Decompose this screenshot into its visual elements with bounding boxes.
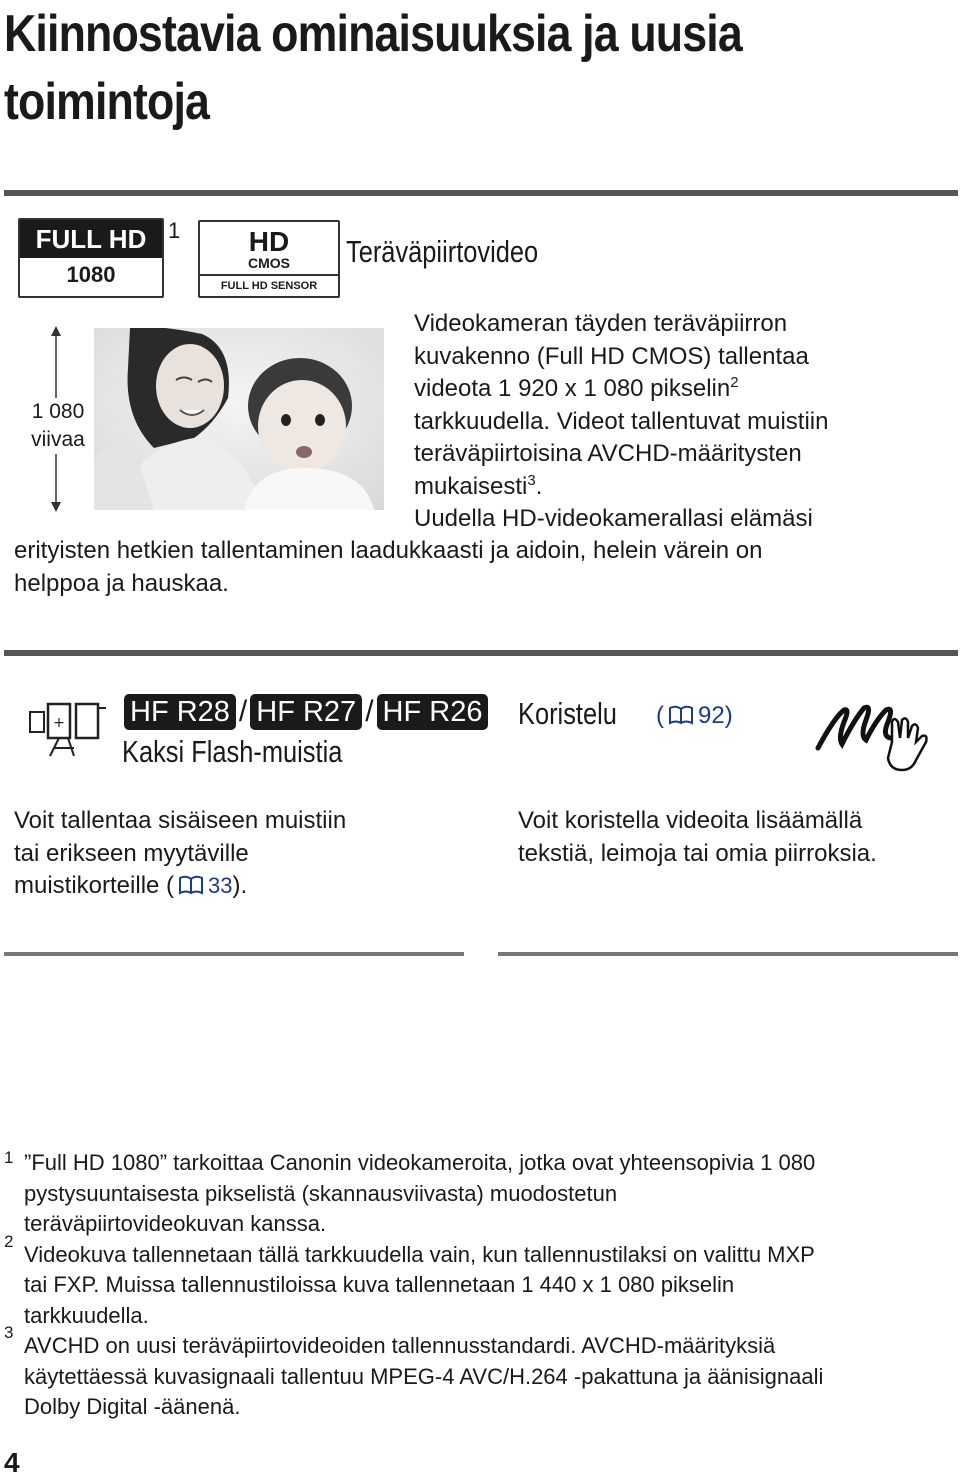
footnote-line: pystysuuntaisesta pikselistä (skannausviivasta) muodostetun (24, 1180, 618, 1206)
logo-fullhd-top: FULL HD (20, 220, 162, 258)
hd-paragraph-text: videota 1 920 x 1 080 pikselin (414, 375, 731, 402)
model-separator: / (365, 695, 374, 728)
hd-paragraph-line: Videokameran täyden teräväpiirron (414, 310, 788, 337)
decor-heading-row (518, 694, 639, 734)
hd-paragraph-text: . (535, 472, 543, 500)
hd-paragraph-line: erityisten hetkien tallentaminen laadukkaasti ja aidoin, helein värein on (14, 537, 763, 564)
logo-cmos-bottom: FULL HD SENSOR (200, 274, 338, 296)
hd-paragraph-line (414, 373, 944, 406)
column-divider-right (498, 952, 958, 956)
decor-heading-ref (656, 702, 733, 730)
footnote-ref-2: 2 (730, 374, 739, 391)
logo-fullhd-bottom: 1080 (66, 262, 116, 287)
hd-paragraph-line (414, 471, 944, 504)
hd-paragraph-full (14, 535, 954, 600)
model-badge-hfr26: HF R26 (377, 694, 489, 730)
title-divider (4, 190, 958, 196)
flash-section-heading: Kaksi Flash-muistia (122, 734, 343, 769)
footnote-line: tarkkuudella. (24, 1302, 149, 1328)
mother-baby-photo (94, 328, 384, 510)
decor-paragraph-line: tekstiä, leimoja tai omia piirroksia. (518, 839, 877, 867)
page-reference-link[interactable]: 92 (698, 702, 725, 729)
footnote-line: Videokuva tallennetaan tällä tarkkuudella vain, kun tallennustilaksi on valittu MXP (24, 1241, 815, 1267)
model-badge-hfr27: HF R27 (250, 694, 362, 730)
section-divider (4, 650, 958, 656)
page-title: Kiinnostavia ominaisuuksia ja uusia toimintoja (4, 5, 742, 131)
lines-label-number: 1 080 (31, 400, 85, 423)
book-icon (668, 705, 694, 725)
footnote-line: Dolby Digital -äänenä. (24, 1394, 241, 1419)
footnote-line: tai FXP. Muissa tallennustiloissa kuva tallennetaan 1 440 x 1 080 pikselin (24, 1272, 735, 1297)
flash-paragraph-line: Voit tallentaa sisäiseen muistiin (14, 807, 347, 834)
footnote-number: 2 (4, 1231, 14, 1251)
page-reference-link[interactable]: 33 (208, 873, 233, 898)
decor-section-heading: Koristelu (518, 696, 617, 731)
hd-paragraph-line: kuvakenno (Full HD CMOS) tallentaa (414, 342, 809, 370)
footnote-3 (0, 1323, 958, 1423)
page-number: 4 (4, 1447, 20, 1478)
logo-cmos-hd: HD (248, 226, 290, 257)
lines-label (20, 398, 96, 454)
dual-memory-icon (28, 698, 110, 760)
footnote-line: käytettäessä kuvasignaali tallentuu MPEG-4 AVC/H.264 -pakattuna ja äänisignaali (24, 1363, 824, 1389)
footnote-line: AVCHD on uusi teräväpiirtovideoiden tallennusstandardi. AVCHD-määrityksiä (24, 1333, 776, 1358)
footnote-line: ”Full HD 1080” tarkoittaa Canonin videokameroita, jotka ovat yhteensopivia 1 080 (24, 1150, 816, 1175)
lines-label-word: viivaa (31, 428, 85, 451)
ref-open: ( (656, 702, 664, 729)
column-divider-left (4, 952, 464, 956)
flash-paragraph-text: ). (232, 872, 248, 899)
decor-paragraph (518, 805, 954, 870)
flash-paragraph-line (14, 870, 454, 903)
footnote-ref-3: 3 (527, 471, 536, 489)
decor-paragraph-line: Voit koristella videoita lisäämällä (518, 807, 863, 834)
svg-text:+: + (53, 715, 65, 731)
logo-footnote-ref: 1 (168, 218, 181, 243)
book-icon (178, 875, 204, 895)
footnote-number: 1 (4, 1148, 14, 1167)
hd-paragraph-line: Uudella HD-videokamerallasi elämäsi (414, 505, 813, 532)
hd-section-heading: Teräväpiirtovideo (346, 234, 539, 269)
model-separator: / (238, 695, 248, 728)
hand-drawing-icon (814, 698, 940, 780)
hd-paragraph-text: mukaisesti (414, 472, 528, 500)
model-badge-hfr28: HF R28 (124, 694, 236, 730)
flash-paragraph-line: tai erikseen myytäville (14, 839, 249, 867)
flash-paragraph-text: muistikorteille ( (14, 872, 175, 899)
footnotes (0, 1148, 958, 1423)
footnote-number: 3 (4, 1323, 14, 1342)
full-hd-1080-logo (18, 218, 164, 298)
footnote-2 (0, 1231, 958, 1332)
hd-paragraph-right (414, 308, 944, 536)
hd-cmos-logo (198, 220, 340, 298)
hd-paragraph-line: helppoa ja hauskaa. (14, 569, 229, 597)
hd-paragraph-line: teräväpiirtoisina AVCHD-määritysten (414, 440, 802, 467)
ref-close: ) (724, 702, 733, 729)
model-badges (124, 694, 488, 730)
footnote-1 (0, 1148, 958, 1240)
flash-paragraph (14, 805, 454, 903)
logo-cmos-mid: CMOS (248, 255, 290, 271)
footnote-line: teräväpiirtovideokuvan kanssa. (24, 1211, 327, 1236)
hd-paragraph-line: tarkkuudella. Videot tallentuvat muistiin (414, 407, 829, 435)
